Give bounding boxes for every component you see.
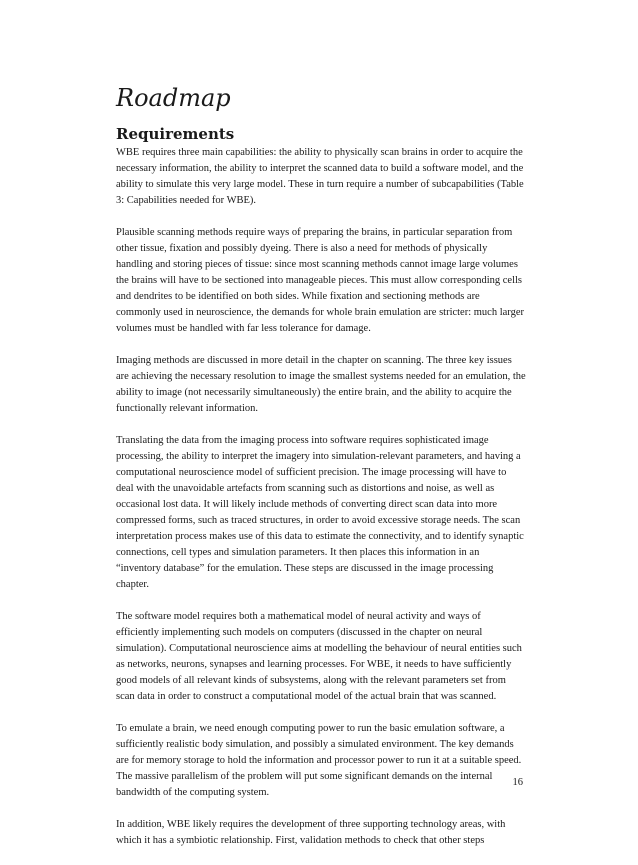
- section-heading: Requirements: [116, 125, 235, 143]
- paragraph: In addition, WBE likely requires the development of three supporting technology areas, with which it has a symbiotic relationship. First, validation methods to check that other steps: [116, 819, 506, 846]
- paragraph: The software model requires both a mathematical model of neural activity and ways of efficiently implementing such models on computers (discussed in the chapter on neural simulation). Computational neuroscience aims at modelling the behaviour of neural entities such as networks, neurons, synapses and learning processes. For WBE, it needs to have sufficiently good models of all relevant kinds of subsystems, along with the relevant parameters set from scan data in order to construct a computational model of the actual brain that was scanned.: [116, 611, 522, 702]
- body-text: [116, 145, 526, 865]
- paragraph: To emulate a brain, we need enough computing power to run the basic emulation software, a sufficiently realistic body simulation, and possibly a simulated environment. The key demands are for memory storage to hold the information and processor power to run it at a suitable speed. The massive parallelism of the problem will put some significant demands on the internal bandwidth of the computing system.: [116, 723, 522, 798]
- paragraph: WBE requires three main capabilities: the ability to physically scan brains in order to acquire the necessary information, the ability to interpret the scanned data to build a software model, and the ability to simulate this very large model. These in turn require a number of subcapabilities (Table 3: Capabilities needed for WBE).: [116, 147, 524, 206]
- page-number: 16: [512, 777, 523, 788]
- paragraph: Plausible scanning methods require ways of preparing the brains, in particular separation from other tissue, fixation and possibly dyeing. There is also a need for methods of physically handling and storing pieces of tissue: since most scanning methods cannot image large volumes the brains will have to be sectioned into manageable pieces. This must allow corresponding cells and dendrites to be identified on both sides. While fixation and sectioning methods are commonly used in neuroscience, the demands for whole brain emulation are stricter: much larger volumes must be handled with far less tolerance for damage.: [116, 227, 525, 334]
- paragraph: Translating the data from the imaging process into software requires sophisticated image processing, the ability to interpret the imagery into simulation-relevant parameters, and having a computational neuroscience model of sufficient precision. The image processing will have to deal with the unavoidable artefacts from scanning such as distortions and noise, as well as occasional lost data. It will likely include methods of converting direct scan data into more compressed forms, such as traced structures, in order to avoid excessive storage needs. The scan interpretation process makes use of this data to estimate the connectivity, and to identify synaptic connections, cell types and simulation parameters. It then places this information in an “inventory database” for the emulation. These steps are discussed in the image processing chapter.: [116, 435, 524, 590]
- paragraph: Imaging methods are discussed in more detail in the chapter on scanning. The three key issues are achieving the necessary resolution to image the smallest systems needed for an emulation, the ability to image (not necessarily simultaneously) the entire brain, and the ability to acquire the functionally relevant information.: [116, 355, 526, 414]
- chapter-title: Roadmap: [116, 84, 231, 112]
